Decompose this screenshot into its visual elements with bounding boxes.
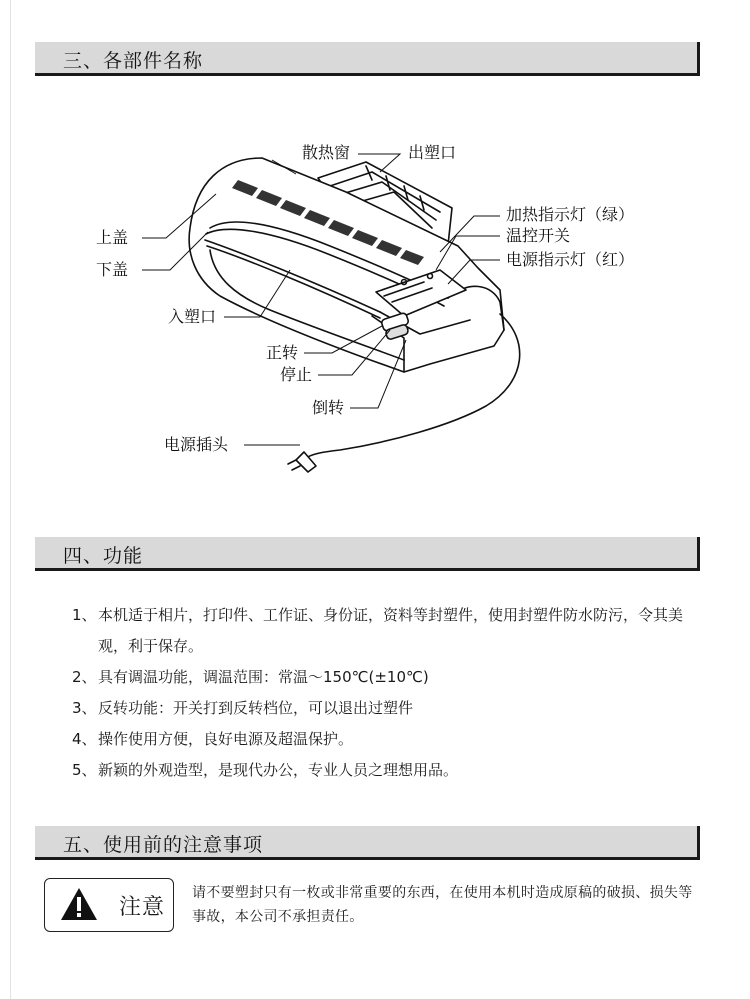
section-title-precautions: 五、使用前的注意事项 xyxy=(63,834,264,856)
label-inlet: 入塑口 xyxy=(168,307,217,326)
feature-item xyxy=(72,693,712,724)
notice-text: 请不要塑封只有一枚或非常重要的东西，在使用本机时造成原稿的破损、损失等事故，本公司不承担责任。 xyxy=(192,885,693,925)
notice-label: 注意 xyxy=(119,895,166,920)
feature-text: 操作使用方便，良好电源及超温保护。 xyxy=(98,730,354,748)
feature-number: 4、 xyxy=(72,730,97,748)
label-reverse: 倒转 xyxy=(312,398,345,417)
feature-number: 2、 xyxy=(72,668,97,686)
section-header-precautions xyxy=(35,826,700,860)
feature-text: 具有调温功能，调温范围：常温～150℃(±10℃) xyxy=(98,668,429,686)
feature-text: 反转功能：开关打到反转档位，可以退出过塑件 xyxy=(98,699,414,717)
section-header-functions xyxy=(35,537,700,571)
feature-text: 本机适于相片，打印件、工作证、身份证，资料等封塑件，使用封塑件防水防污，令其美观，利于保存。 xyxy=(98,606,684,655)
laminator-diagram xyxy=(0,120,750,500)
section-title-functions: 四、功能 xyxy=(63,545,144,567)
label-temp-switch: 温控开关 xyxy=(506,226,571,245)
feature-item xyxy=(72,755,712,786)
feature-list xyxy=(72,600,712,786)
label-bottom-cover: 下盖 xyxy=(96,260,129,279)
section-title-parts: 三、各部件名称 xyxy=(63,50,204,72)
machine-body-drawing xyxy=(189,158,520,472)
label-stop: 停止 xyxy=(280,365,313,384)
label-heat-indicator: 加热指示灯（绿） xyxy=(506,205,635,224)
feature-item xyxy=(72,600,712,662)
label-vent: 散热窗 xyxy=(302,143,351,162)
warning-triangle-icon xyxy=(59,886,99,922)
label-top-cover: 上盖 xyxy=(96,228,129,247)
feature-item xyxy=(72,662,712,693)
notice-badge xyxy=(44,878,174,932)
feature-text: 新颖的外观造型，是现代办公，专业人员之理想用品。 xyxy=(98,761,459,779)
feature-number: 3、 xyxy=(72,699,97,717)
label-power-indicator: 电源指示灯（红） xyxy=(506,250,635,269)
label-plug: 电源插头 xyxy=(164,435,229,454)
section-header-parts xyxy=(35,42,700,76)
feature-item xyxy=(72,724,712,755)
label-forward: 正转 xyxy=(266,343,299,362)
label-outlet: 出塑口 xyxy=(408,143,457,162)
feature-number: 5、 xyxy=(72,761,97,779)
feature-number: 1、 xyxy=(72,606,97,624)
